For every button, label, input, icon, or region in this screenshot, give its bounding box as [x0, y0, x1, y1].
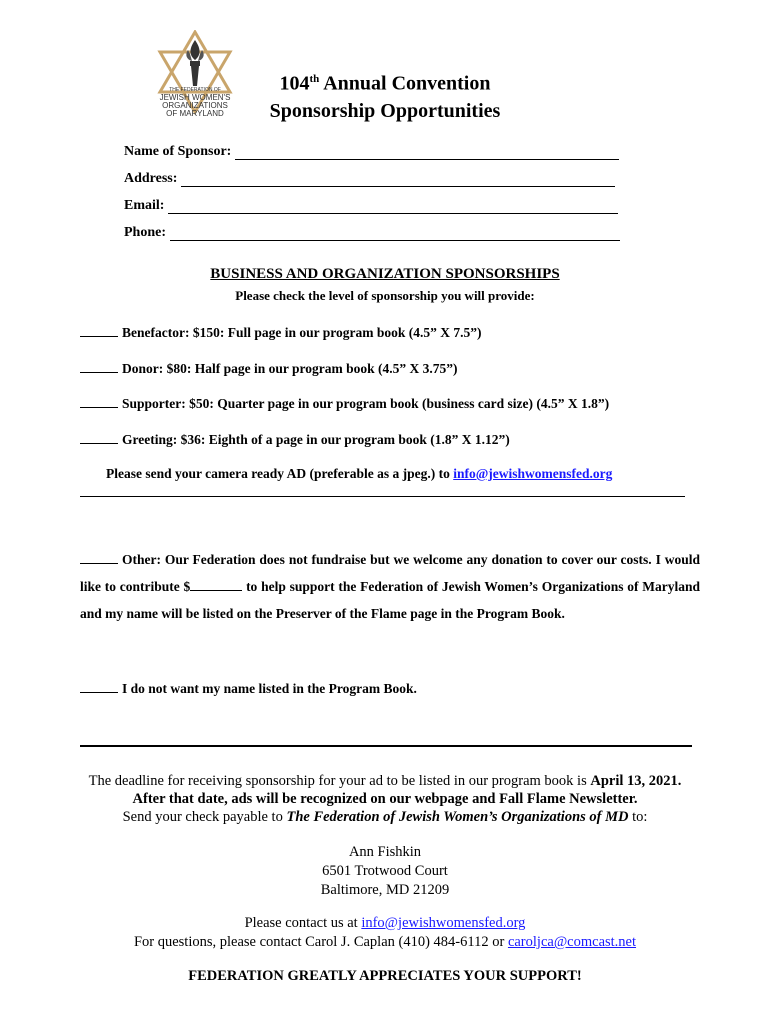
supporter-checkbox[interactable]: [80, 395, 118, 408]
other-text-2: to help support the Federation of Jewish Women’s Organizations of Maryland and my name will be listed on the Preserver of the Flame page in the Program Book.: [80, 579, 700, 621]
contact-text-1: Please contact us at: [244, 915, 362, 931]
send-ad-instructions: [106, 466, 612, 482]
footer-thanks: FEDERATION GREATLY APPRECIATES YOUR SUPPORT!: [188, 968, 582, 984]
deadline-text: The deadline for receiving sponsorship for your ad to be listed in our program book is: [88, 773, 591, 789]
page-subtitle: Sponsorship Opportunities: [269, 99, 501, 122]
no-listing-checkbox[interactable]: [80, 680, 118, 693]
address-name: Ann Fishkin: [348, 844, 422, 860]
phone-field[interactable]: [124, 225, 620, 243]
donor-label: Donor: $80: Half page in our program book (4.5” X 3.75”): [122, 361, 458, 376]
section-subheading: Please check the level of sponsorship you will provide:: [235, 288, 535, 303]
title-sup: th: [309, 73, 320, 85]
option-no-listing[interactable]: [80, 680, 417, 697]
caplan-email-link[interactable]: caroljca@comcast.net: [507, 934, 637, 950]
federation-logo: [150, 30, 240, 120]
check-payee: The Federation of Jewish Women’s Organizations of MD: [286, 809, 629, 825]
signature-line[interactable]: [80, 745, 692, 747]
deadline-block: [0, 772, 770, 826]
phone-line[interactable]: [170, 226, 620, 241]
option-greeting[interactable]: [80, 431, 510, 448]
section-heading: BUSINESS AND ORGANIZATION SPONSORSHIPS: [210, 266, 560, 282]
sponsor-name-line[interactable]: [235, 145, 619, 160]
contact-text-2: For questions, please contact Carol J. Caplan (410) 484-6112 or: [133, 934, 508, 950]
contact-email-link[interactable]: info@jewishwomensfed.org: [361, 915, 526, 931]
email-line[interactable]: [168, 199, 618, 214]
contact-block: [0, 914, 770, 952]
option-donor[interactable]: [80, 360, 458, 377]
deadline-date: April 13, 2021.: [590, 773, 682, 789]
email-field[interactable]: [124, 198, 618, 216]
donor-checkbox[interactable]: [80, 360, 118, 373]
option-benefactor[interactable]: [80, 324, 481, 341]
benefactor-checkbox[interactable]: [80, 324, 118, 337]
sponsor-name-label: Name of Sponsor:: [124, 144, 232, 159]
mailing-address: [0, 843, 770, 900]
option-other[interactable]: [80, 546, 700, 627]
other-checkbox[interactable]: [80, 551, 118, 564]
supporter-label: Supporter: $50: Quarter page in our program book (business card size) (4.5” X 1.8”): [122, 396, 610, 411]
title-suffix: Annual Convention: [319, 72, 491, 95]
logo-line-3: ORGANIZATIONS: [162, 101, 228, 110]
send-ad-email-link[interactable]: info@jewishwomensfed.org: [453, 466, 613, 481]
after-deadline-note: After that date, ads will be recognized on our webpage and Fall Flame Newsletter.: [132, 791, 638, 807]
check-text: Send your check payable to: [122, 809, 287, 825]
logo-line-4: OF MARYLAND: [166, 109, 224, 118]
sponsor-name-field[interactable]: [124, 144, 619, 162]
greeting-label: Greeting: $36: Eighth of a page in our program book (1.8” X 1.12”): [122, 432, 510, 447]
address-line[interactable]: [181, 172, 615, 187]
title-prefix: 104: [279, 72, 310, 95]
logo-line-2: JEWISH WOMEN'S: [159, 93, 231, 102]
address-street: 6501 Trotwood Court: [322, 863, 448, 879]
address-city: Baltimore, MD 21209: [320, 882, 450, 898]
phone-label: Phone:: [124, 225, 166, 240]
greeting-checkbox[interactable]: [80, 431, 118, 444]
logo-line-1: THE FEDERATION OF: [169, 87, 221, 93]
page-title: [240, 66, 530, 125]
contribution-amount-field[interactable]: [190, 578, 242, 591]
email-label: Email:: [124, 198, 165, 213]
other-text-1: Other: Our Federation does not fundraise but we welcome any donation to cover our costs. I would like to contribute $: [80, 552, 700, 594]
address-label: Address:: [124, 171, 178, 186]
address-field[interactable]: [124, 171, 615, 189]
no-listing-label: I do not want my name listed in the Program Book.: [122, 681, 417, 696]
divider: [80, 496, 685, 497]
option-supporter[interactable]: [80, 395, 609, 412]
send-ad-text: Please send your camera ready AD (preferable as a jpeg.) to: [106, 466, 454, 481]
benefactor-label: Benefactor: $150: Full page in our program book (4.5” X 7.5”): [122, 325, 482, 340]
check-end: to:: [628, 809, 648, 825]
